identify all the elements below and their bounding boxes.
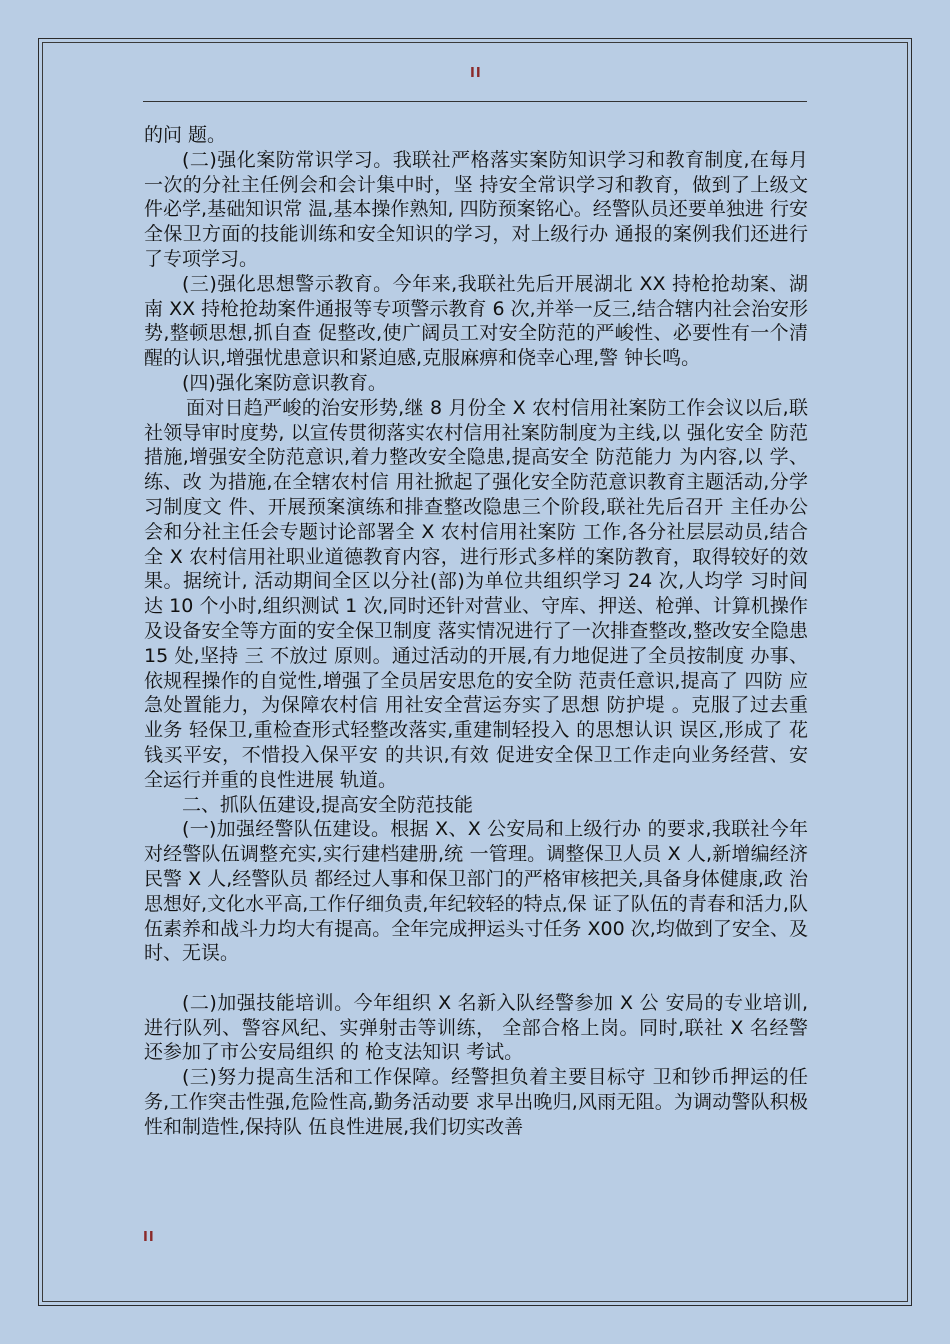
paragraph-continuation: 的问 题。 bbox=[144, 124, 227, 146]
document-body bbox=[144, 123, 808, 1140]
paragraph-2-4-body: 面对日趋严峻的治安形势,继 8 月份全 X 农村信用社案防工作会议以后,联社领导审时度势, 以宣传贯彻落实农村信用社案防制度为主线,以 强化安全 防范措施,增强安全防范意识,着力整改安全隐患,提高安全 防范能力 为内容,以 学、练、改 为措施,在全辖农村信 用社掀起了强化安全防范意识教育主题活动,分学习制度文 件、开展预案演练和排查整改隐患三个阶段,联社先后召开 主任办公会和分社主任会专题讨论部署全 X 农村信用社案防 工作,各分社层层动员,结合全 X 农村信用社职业道德教育内容，进行形式多样的案防教育，取得较好的效果。据统计, 活动期间全区以分社(部)为单位共组织学习 24 次,人均学 习时间达 10 个小时,组织测试 1 次,同时还针对营业、守库、押送、枪弹、计算机操作及设备安全等方面的安全保卫制度 落实情况进行了一次排查整改,整改安全隐患 15 处,坚持 三 不放过 原则。通过活动的开展,有力地促进了全员按制度 办事、依规程操作的自觉性,增强了全员居安思危的安全防 范责任意识,提高了 四防 应急处置能力，为保障农村信 用社安全营运夯实了思想 防护堤 。克服了过去重业务 轻保卫,重检查形式轻整改落实,重建制轻投入 的思想认识 误区,形成了 花钱买平安，不惜投入保平安 的共识,有效 促进安全保卫工作走向业务经营、安全运行并重的良性进展 轨道。 bbox=[144, 396, 808, 791]
paragraph-2-3: (三)强化思想警示教育。今年来,我联社先后开展湖北 XX 持枪抢劫案、湖南 XX 持枪抢劫案件通报等专项警示教育 6 次,并举一反三,结合辖内社会治安形势,整顿思想,抓自查 促整改,使广阔员工对安全防范的严峻性、必要性有一个清 醒的认识,增强忧患意识和紧迫感,克服麻痹和侥幸心理,警 钟长鸣。 bbox=[144, 272, 808, 370]
section-heading-2: 二、抓队伍建设,提高安全防范技能 bbox=[182, 793, 474, 816]
paragraph-3-3: (三)努力提高生活和工作保障。经警担负着主要目标守 卫和钞币押运的任务,工作突击性强,危险性高,勤务活动要 求早出晚归,风雨无阻。为调动警队积极性和制造性,保持队 伍良性进展,我们切实改善 bbox=[144, 1066, 808, 1138]
header-mark: II bbox=[470, 66, 482, 81]
paragraph-3-2: (二)加强技能培训。今年组织 X 名新入队经警参加 X 公 安局的专业培训, 进行队列、警容风纪、实弹射击等训练， 全部合格上岗。同时,联社 X 名经警还参加了市公安局组织 的 枪支法知识 考试。 bbox=[144, 991, 808, 1064]
paragraph-2-2: (二)强化案防常识学习。我联社严格落实案防知识学习和教育制度,在每月一次的分社主任例会和会计集中时，坚 持安全常识学习和教育，做到了上级文件必学,基础知识常 温,基本操作熟知, 四防预案铭心。经警队员还要单独进 行安全保卫方面的技能训练和安全知识的学习，对上级行办 通报的案例我们还进行了专项学习。 bbox=[144, 148, 808, 270]
paragraph-2-4-heading: (四)强化案防意识教育。 bbox=[182, 371, 387, 394]
header-rule bbox=[143, 101, 807, 102]
paragraph-3-1: (一)加强经警队伍建设。根据 X、X 公安局和上级行办 的要求,我联社今年对经警队伍调整充实,实行建档建册,统 一管理。调整保卫人员 X 人,新增编经济民警 X 人,经警队员 都经过人事和保卫部门的严格审核把关,具备身体健康,政 治思想好,文化水平高,工作仔细负责,年纪较轻的特点,保 证了队伍的青春和活力,队伍素养和战斗力均大有提高。全年完成押运头寸任务 X00 次,均做到了安全、及时、无误。 bbox=[144, 818, 808, 965]
footer-mark: II bbox=[143, 1230, 155, 1245]
blank-line bbox=[144, 966, 808, 991]
